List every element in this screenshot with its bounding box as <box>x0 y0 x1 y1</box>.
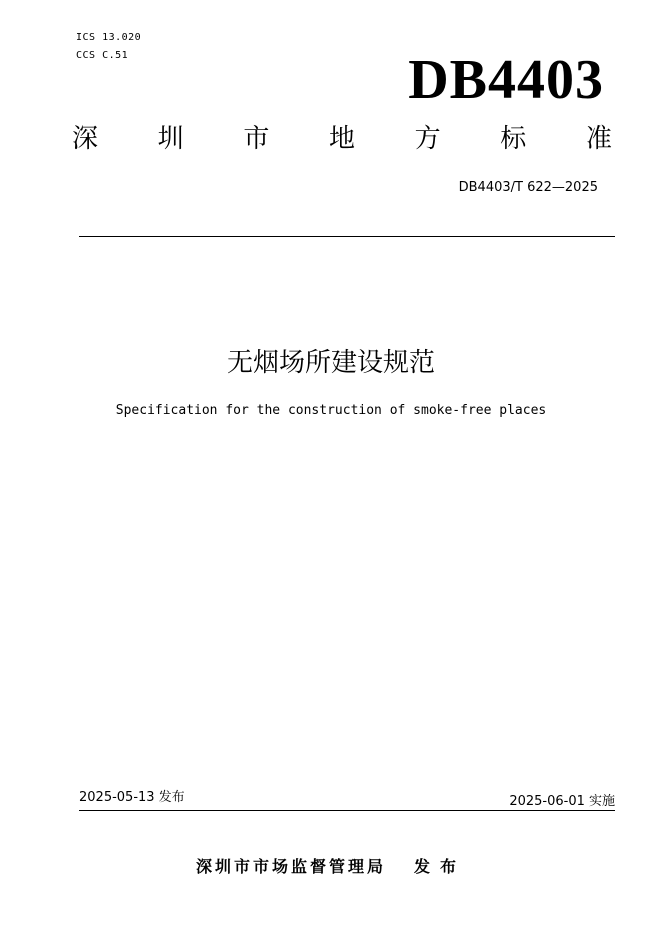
ics-code: ICS 13.020 <box>76 32 142 43</box>
standard-number: DB4403/T 622—2025 <box>458 180 598 195</box>
issuer-organization: 深圳市市场监督管理局 <box>195 857 386 876</box>
document-title-english: Specification for the construction of smoke-free places <box>115 403 547 418</box>
document-title-chinese: 无烟场所建设规范 <box>226 348 435 378</box>
standard-type-char: 准 <box>585 124 612 154</box>
footer-divider <box>79 810 615 811</box>
standard-type-char: 地 <box>328 124 355 154</box>
standard-type-heading <box>72 126 612 152</box>
header-divider <box>79 236 615 237</box>
issue-date: 2025-05-13 发布 <box>79 790 185 805</box>
issuer-line <box>0 854 662 877</box>
standard-type-char: 方 <box>414 124 441 154</box>
issuer-action: 发布 <box>414 857 467 876</box>
standard-type-char: 市 <box>243 124 270 154</box>
db-standard-logo: DB4403 <box>408 49 604 111</box>
ccs-code: CCS C.51 <box>76 50 129 61</box>
standard-type-char: 圳 <box>157 124 184 154</box>
standard-type-char: 标 <box>500 124 527 154</box>
standard-type-char: 深 <box>72 124 99 154</box>
implementation-date: 2025-06-01 实施 <box>509 794 615 809</box>
